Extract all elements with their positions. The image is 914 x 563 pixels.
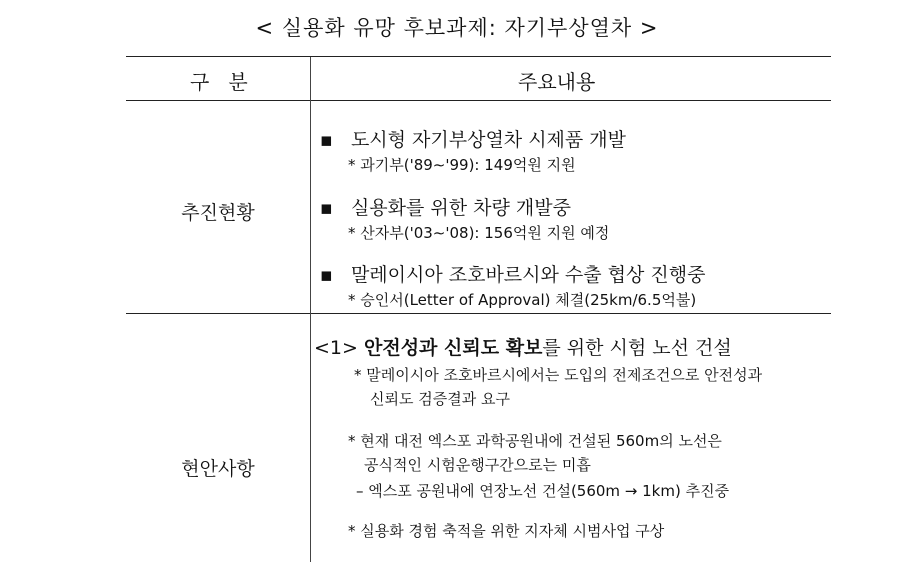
header-category: 구 분 xyxy=(190,70,248,94)
table-top-rule xyxy=(126,56,831,57)
table-column-divider xyxy=(310,57,311,562)
issue-note: * 말레이시아 조호바르시에서는 도입의 전제조건으로 안전성과 xyxy=(354,366,763,384)
issue-subnote: – 엑스포 공원내에 연장노선 건설(560m → 1km) 추진중 xyxy=(356,482,730,500)
issue-number: <1> xyxy=(314,337,358,359)
issue-note: * 실용화 경험 축적을 위한 지자체 시범사업 구상 xyxy=(348,522,665,540)
list-item xyxy=(320,125,626,152)
list-item xyxy=(320,193,571,220)
bullet-icon: ▪ xyxy=(320,197,333,219)
item-text: 실용화를 위한 차량 개발중 xyxy=(350,197,571,219)
issue-note-continued: 신뢰도 검증결과 요구 xyxy=(370,390,510,408)
issue-heading xyxy=(314,333,732,360)
item-note: * 승인서(Letter of Approval) 체결(25km/6.5억불) xyxy=(348,291,697,309)
table-row-divider xyxy=(126,313,831,314)
issue-note: * 현재 대전 엑스포 과학공원내에 건설된 560m의 노선은 xyxy=(348,432,722,450)
item-text: 말레이시아 조호바르시와 수출 협상 진행중 xyxy=(350,264,706,286)
table-header-rule xyxy=(126,100,831,101)
item-note: * 산자부('03∼'08): 156억원 지원 예정 xyxy=(348,224,610,242)
document-title: < 실용화 유망 후보과제: 자기부상열차 > xyxy=(255,16,659,40)
issue-emphasis: 안전성과 신뢰도 확보 xyxy=(363,337,543,359)
row-label-issues: 현안사항 xyxy=(181,458,255,480)
list-item xyxy=(320,260,705,287)
row-label-progress: 추진현황 xyxy=(181,202,255,224)
bullet-icon: ▪ xyxy=(320,129,333,151)
item-note: * 과기부('89∼'99): 149억원 지원 xyxy=(348,156,576,174)
bullet-icon: ▪ xyxy=(320,264,333,286)
issue-rest: 를 위한 시험 노선 건설 xyxy=(542,337,732,359)
header-main-content: 주요내용 xyxy=(518,70,596,94)
issue-note-continued: 공식적인 시험운행구간으로는 미흡 xyxy=(364,456,591,474)
item-text: 도시형 자기부상열차 시제품 개발 xyxy=(350,129,627,151)
